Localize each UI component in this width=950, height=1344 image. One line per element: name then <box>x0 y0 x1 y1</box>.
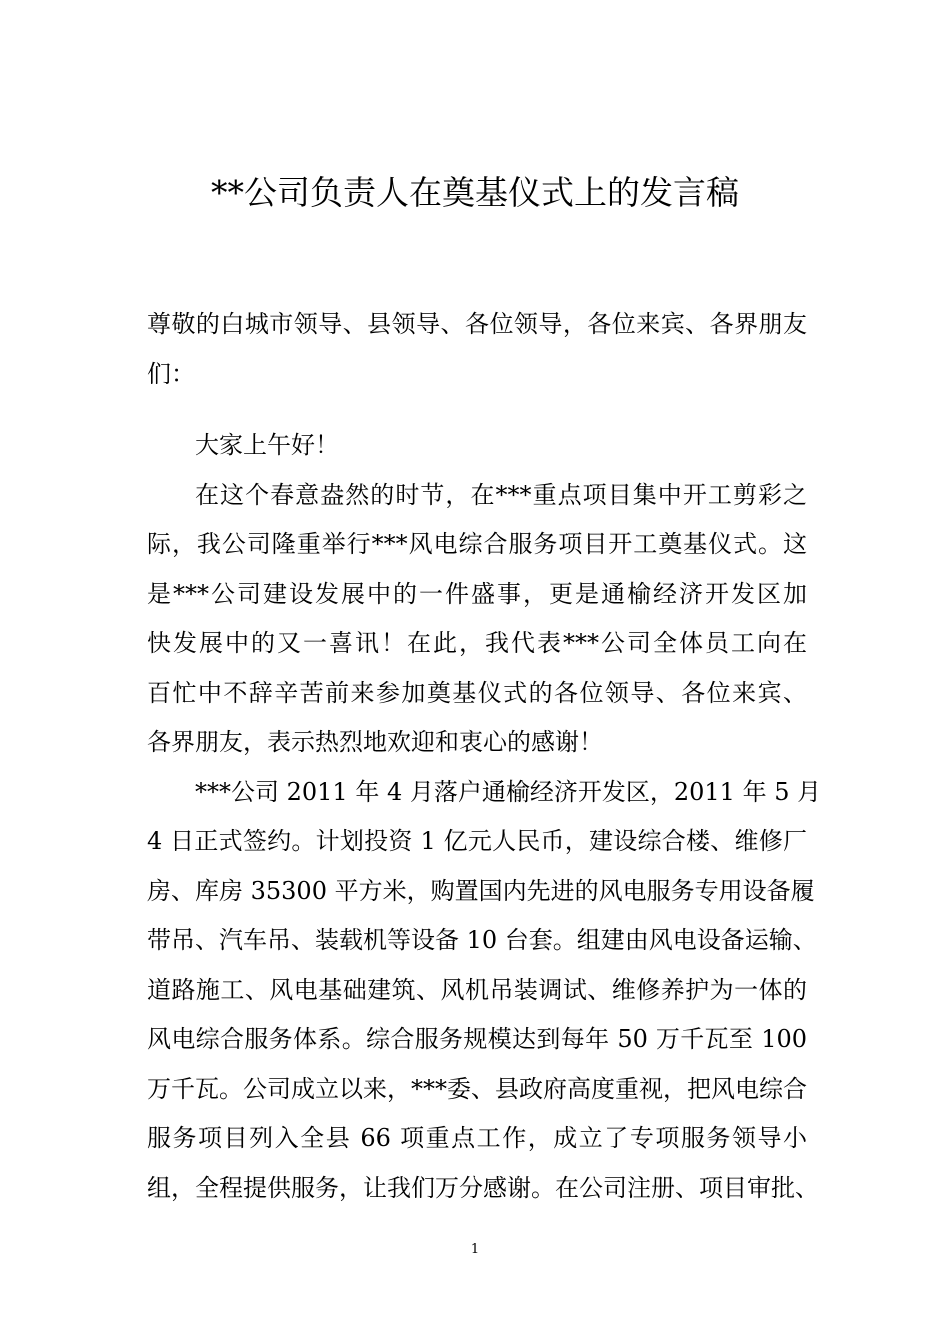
paragraph-line: 房、库房 35300 平方米，购置国内先进的风电服务专用设备履 <box>147 876 815 905</box>
paragraph-line: 4 日正式签约。计划投资 1 亿元人民币，建设综合楼、维修厂 <box>147 827 807 855</box>
paragraph-line: 快发展中的又一喜讯！在此，我代表***公司全体员工向在 <box>147 629 807 657</box>
paragraph-line: 组，全程提供服务，让我们万分感谢。在公司注册、项目审批、 <box>147 1173 819 1202</box>
page-number: 1 <box>470 1242 480 1257</box>
paragraph-line: 际，我公司隆重举行***风电综合服务项目开工奠基仪式。这 <box>147 530 807 558</box>
greeting-line: 大家上午好！ <box>195 431 339 459</box>
paragraph-line: 万千瓦。公司成立以来，***委、县政府高度重视，把风电综合 <box>147 1074 807 1103</box>
paragraph-line: 百忙中不辞辛苦前来参加奠基仪式的各位领导、各位来宾、 <box>147 678 807 707</box>
paragraph-line: 在这个春意盎然的时节，在***重点项目集中开工剪彩之 <box>195 480 807 509</box>
salutation-line: 尊敬的白城市领导、县领导、各位领导，各位来宾、各界朋友 <box>147 310 807 338</box>
body-text <box>147 421 822 1213</box>
salutation <box>147 286 807 412</box>
paragraph-line: 道路施工、风电基础建筑、风机吊装调试、维修养护为一体的 <box>147 975 807 1004</box>
paragraph-line: 各界朋友，表示热烈地欢迎和衷心的感谢！ <box>147 728 603 756</box>
salutation-line: 们： <box>147 359 195 388</box>
paragraph-line: 是***公司建设发展中的一件盛事，更是通榆经济开发区加 <box>147 579 807 608</box>
paragraph-line: 风电综合服务体系。综合服务规模达到每年 50 万千瓦至 100 <box>147 1025 807 1053</box>
paragraph-line: 服务项目列入全县 66 项重点工作，成立了专项服务领导小 <box>147 1124 807 1152</box>
document-title: **公司负责人在奠基仪式上的发言稿 <box>211 173 739 212</box>
paragraph-line: 带吊、汽车吊、装载机等设备 10 台套。组建由风电设备运输、 <box>147 926 817 954</box>
paragraph-line: ***公司 2011 年 4 月落户通榆经济开发区，2011 年 5 月 <box>195 777 822 806</box>
